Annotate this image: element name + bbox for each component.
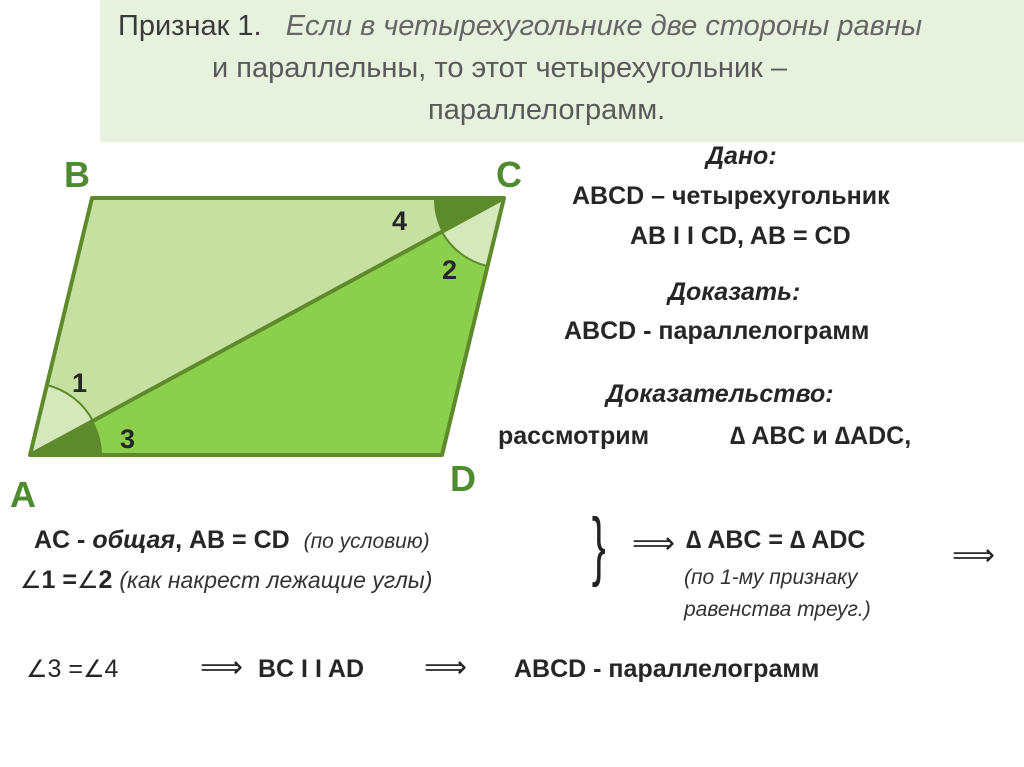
angle-symbol-icon: ∠ <box>76 567 99 594</box>
implies-arrow-icon: ⟹ <box>424 651 468 684</box>
prove-heading: Доказать: <box>668 278 801 306</box>
proof-heading: Доказательство: <box>606 380 834 408</box>
step1-cross: (как накрест лежащие углы) <box>119 567 433 593</box>
given-heading: Дано: <box>706 142 777 170</box>
vertex-a-label: A <box>10 474 36 515</box>
angle-symbol-icon: ∠ <box>82 656 105 683</box>
step1-condition: (по условию) <box>303 530 430 553</box>
vertex-b-label: B <box>64 154 90 195</box>
step1-common: общая <box>92 526 176 554</box>
step1-line-2 <box>20 566 432 595</box>
angle-4-label: 4 <box>392 206 408 236</box>
conclusion-eq: ∆ ABC = ∆ ADC <box>686 526 866 554</box>
final-a: 3 = <box>47 655 83 683</box>
proof-consider: рассмотрим <box>498 422 650 450</box>
final-b: 4 <box>104 655 119 683</box>
right-brace-icon: } <box>591 503 606 588</box>
implies-arrow-icon: ⟹ <box>952 539 996 572</box>
prove-line-1: ABCD - параллелограмм <box>564 317 870 345</box>
final-result: ABCD - параллелограмм <box>514 655 820 683</box>
theorem-line-2: и параллельны, то этот четырехугольник – <box>212 52 788 84</box>
step1-angles-a: 1 = <box>41 566 77 594</box>
conclusion-note-2: равенства треуг.) <box>684 598 871 621</box>
step1-ab-cd: , AB = CD <box>175 526 290 554</box>
final-angles <box>26 655 118 684</box>
implies-arrow-icon: ⟹ <box>632 527 676 560</box>
angle-3-label: 3 <box>120 424 136 454</box>
vertex-c-label: C <box>496 154 522 195</box>
final-parallel: BC I I AD <box>258 655 365 683</box>
implies-arrow-icon: ⟹ <box>200 651 244 684</box>
step1-ac: AC - <box>34 526 93 554</box>
proof-triangles: ∆ ABC и ∆ADC, <box>730 422 912 450</box>
angle-2-label: 2 <box>442 255 458 285</box>
theorem-line-3: параллелограмм. <box>428 94 666 126</box>
given-line-2: AB I I CD, AB = CD <box>630 222 851 250</box>
angle-symbol-icon: ∠ <box>26 656 48 683</box>
conclusion-note-1: (по 1-му признаку <box>684 566 858 589</box>
angle-symbol-icon: ∠ <box>20 567 42 594</box>
theorem-text-1: Если в четырехугольнике две стороны равны <box>285 10 923 42</box>
angle-1-label: 1 <box>72 368 88 398</box>
step1-line-1 <box>34 526 430 555</box>
theorem-label: Признак 1. <box>118 10 262 42</box>
given-line-1: ABCD – четырехугольник <box>572 182 890 210</box>
vertex-d-label: D <box>450 458 476 499</box>
step1-angles-b: 2 <box>98 566 113 594</box>
